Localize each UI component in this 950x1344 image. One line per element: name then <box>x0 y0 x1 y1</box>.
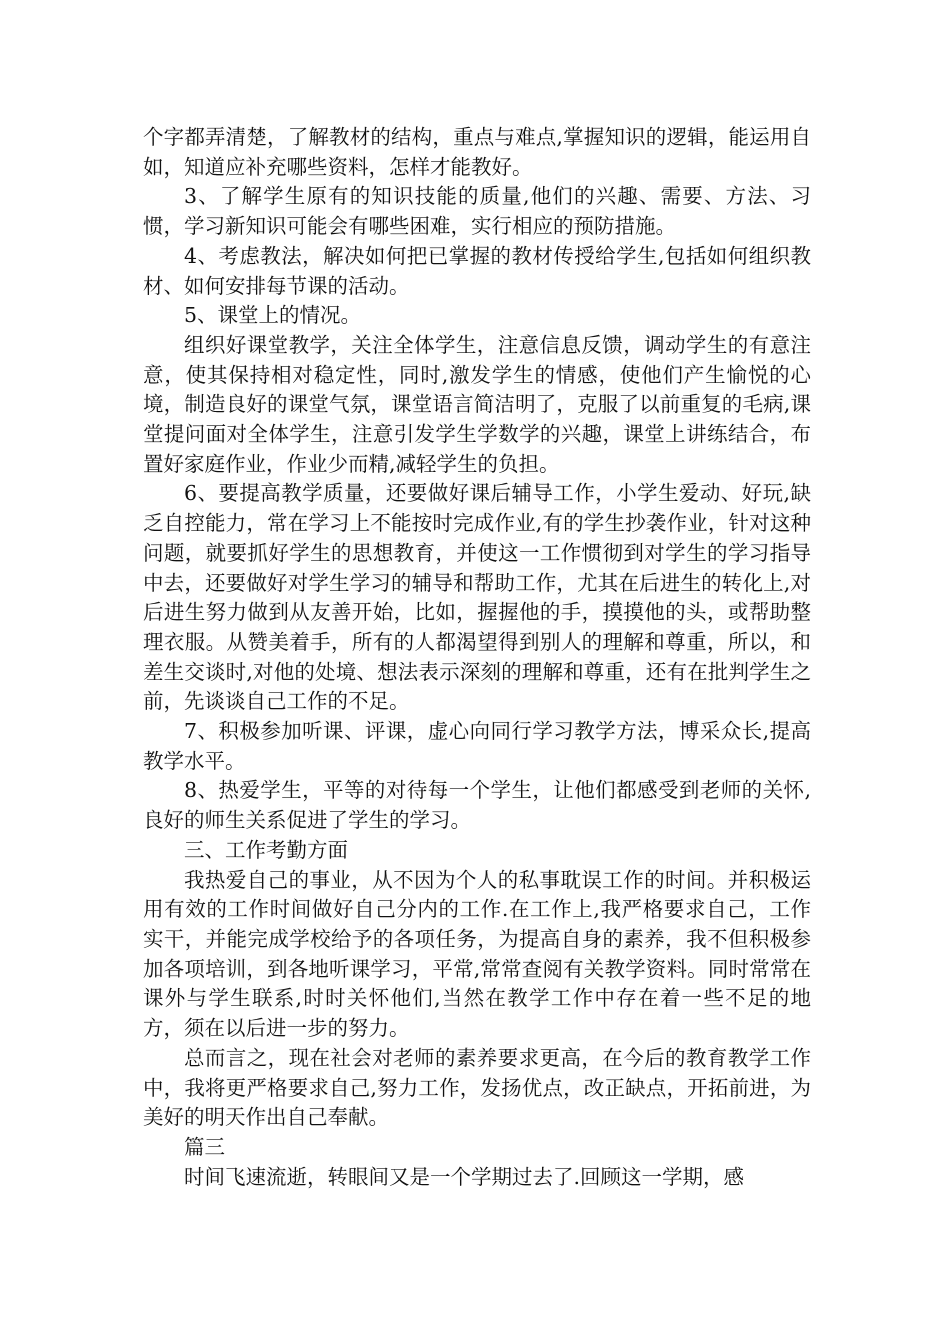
document-body <box>143 123 811 1192</box>
paragraph-item-4: 4、考虑教法，解决如何把已掌握的教材传授给学生,包括如何组织教材、如何安排每节课的活动。 <box>143 243 811 298</box>
paragraph-classroom-teaching: 组织好课堂教学，关注全体学生，注意信息反馈，调动学生的有意注意，使其保持相对稳定性，同时,激发学生的情感，使他们产生愉悦的心境，制造良好的课堂气氛，课堂语言简洁明了，克服了以前重复的毛病,课堂提问面对全体学生，注意引发学生学数学的兴趣，课堂上讲练结合，布置好家庭作业，作业少而精,减轻学生的负担。 <box>143 332 811 476</box>
paragraph-item-6: 6、要提高教学质量，还要做好课后辅导工作，小学生爱动、好玩,缺乏自控能力，常在学习上不能按时完成作业,有的学生抄袭作业，针对这种问题，就要抓好学生的思想教育，并使这一工作惯彻到对学生的学习指导中去，还要做好对学生学习的辅导和帮助工作，尤其在后进生的转化上,对后进生努力做到从友善开始，比如，握握他的手，摸摸他的头，或帮助整理衣服。从赞美着手，所有的人都渴望得到别人的理解和尊重，所以，和差生交谈时,对他的处境、想法表示深刻的理解和尊重，还有在批判学生之前，先谈谈自己工作的不足。 <box>143 481 811 714</box>
paragraph-item-8: 8、热爱学生，平等的对待每一个学生，让他们都感受到老师的关怀,良好的师生关系促进了学生的学习。 <box>143 778 811 833</box>
paragraph-attendance: 我热爱自己的事业，从不因为个人的私事耽误工作的时间。并积极运用有效的工作时间做好自己分内的工作.在工作上,我严格要求自己，工作实干，并能完成学校给予的各项任务，为提高自身的素养，我不但积极参加各项培训，到各地听课学习，平常,常常查阅有关教学资料。同时常常在课外与学生联系,时时关怀他们,当然在教学工作中存在着一些不足的地方，须在以后进一步的努力。 <box>143 867 811 1041</box>
section-heading-attendance: 三、工作考勤方面 <box>184 837 348 862</box>
paragraph-item-3: 3、了解学生原有的知识技能的质量,他们的兴趣、需要、方法、习惯，学习新知识可能会有哪些困难，实行相应的预防措施。 <box>143 184 811 239</box>
paragraph-item-5: 5、课堂上的情况。 <box>184 303 362 328</box>
paragraph-conclusion: 总而言之，现在社会对老师的素养要求更高，在今后的教育教学工作中，我将更严格要求自己,努力工作，发扬优点，改正缺点，开拓前进，为美好的明天作出自己奉献。 <box>143 1045 811 1130</box>
paragraph-part-three-opening: 时间飞速流逝，转眼间又是一个学期过去了.回顾这一学期，感 <box>184 1164 745 1189</box>
paragraph-item-7: 7、积极参加听课、评课，虚心向同行学习教学方法，博采众长,提高教学水平。 <box>143 719 811 773</box>
section-heading-part-three: 篇三 <box>184 1134 225 1159</box>
paragraph-continuation: 个字都弄清楚，了解教材的结构，重点与难点,掌握知识的逻辑，能运用自如，知道应补充哪些资料，怎样才能教好。 <box>143 125 811 179</box>
